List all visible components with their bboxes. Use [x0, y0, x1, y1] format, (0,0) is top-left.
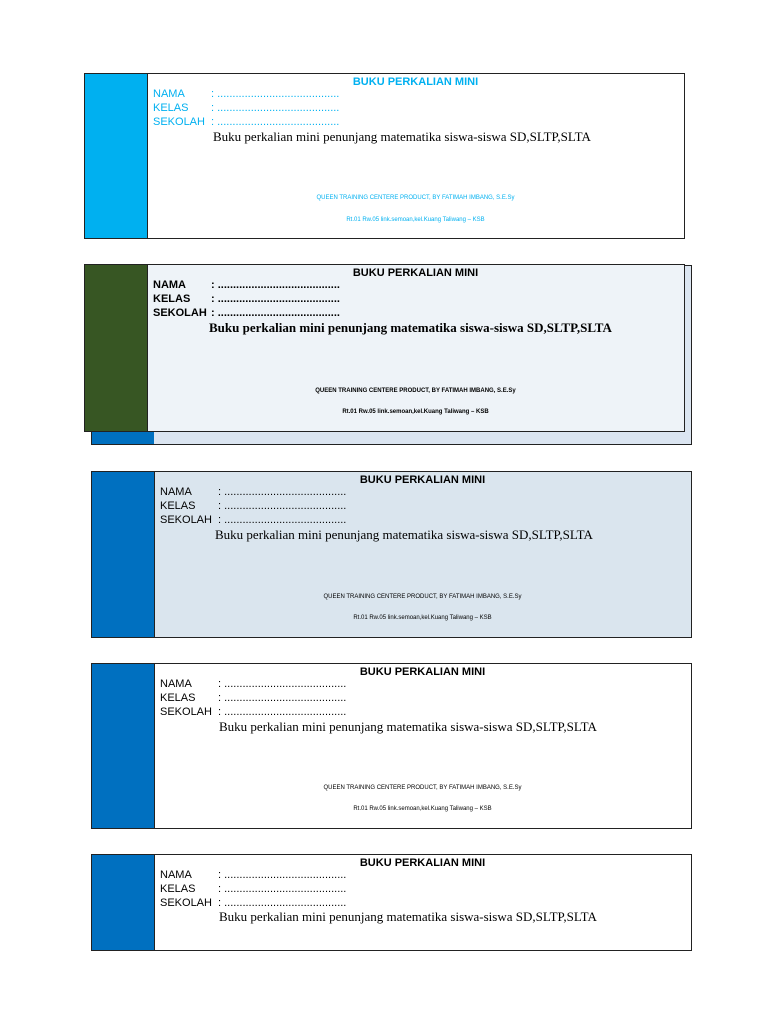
- card-description: Buku perkalian mini penunjang matematika siswa-siswa SD,SLTP,SLTA: [219, 909, 597, 924]
- card-credit: QUEEN TRAINING CENTERE PRODUCT, BY FATIMAH IMBANG, S.E.Sy: [316, 195, 515, 201]
- color-strip: [92, 855, 155, 950]
- card-address: Rt.01 Rw.05 link.semoan,kel.Kuang Taliwang – KSB: [353, 615, 492, 621]
- card-description: Buku perkalian mini penunjang matematika siswa-siswa SD,SLTP,SLTA: [213, 129, 591, 144]
- kelas-field: KELAS : ........................................: [160, 500, 347, 512]
- nama-field: NAMA : ........................................: [160, 869, 347, 881]
- kelas-field: KELAS : ........................................: [153, 102, 340, 114]
- label-card-4: [91, 663, 692, 829]
- color-strip: [92, 430, 154, 444]
- color-strip: [85, 74, 148, 238]
- color-strip: [92, 664, 155, 828]
- card-description: Buku perkalian mini penunjang matematika siswa-siswa SD,SLTP,SLTA: [209, 320, 612, 335]
- card-title: BUKU PERKALIAN MINI: [352, 76, 479, 88]
- card-description: Buku perkalian mini penunjang matematika siswa-siswa SD,SLTP,SLTA: [219, 719, 597, 734]
- nama-field: NAMA : ........................................: [153, 88, 340, 100]
- kelas-field: KELAS : ........................................: [153, 293, 340, 305]
- nama-field: NAMA : ........................................: [160, 486, 347, 498]
- label-card-3: [91, 471, 692, 638]
- label-card-2: [84, 264, 685, 432]
- label-card-5: [91, 854, 692, 951]
- sekolah-field: SEKOLAH : ........................................: [153, 307, 340, 319]
- color-strip: [85, 265, 148, 431]
- label-card-1: [84, 73, 685, 239]
- card-title: BUKU PERKALIAN MINI: [359, 666, 486, 678]
- sekolah-field: SEKOLAH : ........................................: [153, 116, 340, 128]
- card-credit: QUEEN TRAINING CENTERE PRODUCT, BY FATIMAH IMBANG, S.E.Sy: [315, 388, 516, 394]
- card-title: BUKU PERKALIAN MINI: [352, 267, 479, 279]
- sekolah-field: SEKOLAH : ........................................: [160, 706, 347, 718]
- card-title: BUKU PERKALIAN MINI: [359, 857, 486, 869]
- card-credit: QUEEN TRAINING CENTERE PRODUCT, BY FATIMAH IMBANG, S.E.Sy: [323, 785, 522, 791]
- sekolah-field: SEKOLAH : ........................................: [160, 897, 347, 909]
- card-address: Rt.01 Rw.05 link.semoan,kel.Kuang Taliwang – KSB: [342, 409, 489, 415]
- nama-field: NAMA : ........................................: [160, 678, 347, 690]
- card-title: BUKU PERKALIAN MINI: [359, 474, 486, 486]
- color-strip: [92, 472, 155, 637]
- nama-field: NAMA : ........................................: [153, 279, 340, 291]
- sekolah-field: SEKOLAH : ........................................: [160, 514, 347, 526]
- card-address: Rt.01 Rw.05 link.semoan,kel.Kuang Taliwang – KSB: [346, 217, 485, 223]
- card-credit: QUEEN TRAINING CENTERE PRODUCT, BY FATIMAH IMBANG, S.E.Sy: [323, 594, 522, 600]
- card-address: Rt.01 Rw.05 link.semoan,kel.Kuang Taliwang – KSB: [353, 806, 492, 812]
- kelas-field: KELAS : ........................................: [160, 692, 347, 704]
- kelas-field: KELAS : ........................................: [160, 883, 347, 895]
- card-description: Buku perkalian mini penunjang matematika siswa-siswa SD,SLTP,SLTA: [215, 527, 593, 542]
